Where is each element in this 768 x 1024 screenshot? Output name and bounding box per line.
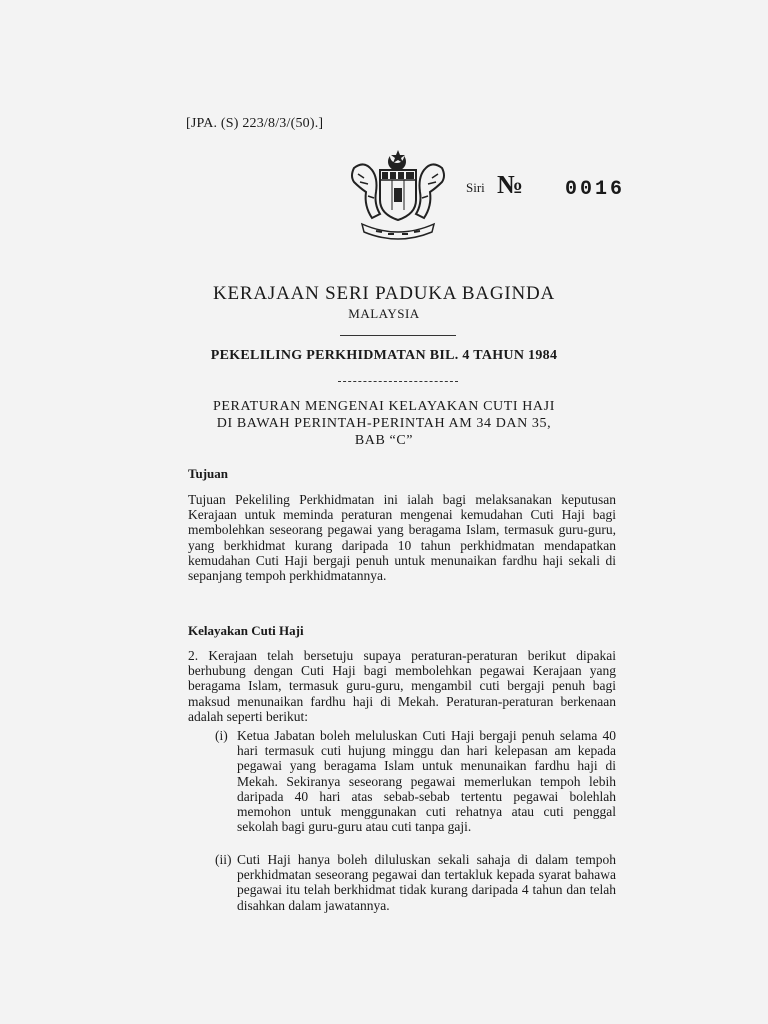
subject-block [0,398,768,449]
rule-item [215,728,616,834]
rule-item [215,852,616,913]
eligibility-paragraph: 2. Kerajaan telah bersetuju supaya peraturan-peraturan berikut dipakai berhubung dengan Cuti Haji bagi membolehkan pegawai Kerajaan yang beragama Islam, termasuk guru-guru, mengambil cuti bergaji penuh bagi maksud menunaikan fardhu haji di Mekah. Peraturan-peraturan berkenaan adalah seperti berikut: [188,648,616,724]
subject-line: BAB “C” [354,433,414,448]
rule-item-number: (ii) [215,852,232,867]
subject-line: DI BAWAH PERINTAH-PERINTAH AM 34 DAN 35, [216,416,552,431]
serial-number: 0016 [565,178,626,201]
rule-item-number: (i) [215,728,228,743]
number-sign: № [497,170,524,199]
section-heading-purpose: Tujuan [188,466,228,481]
malaysia-coat-of-arms-icon [342,148,454,244]
serial-label: Siri [466,180,485,195]
purpose-paragraph: Tujuan Pekeliling Perkhidmatan ini ialah bagi melaksanakan keputusan Kerajaan untuk meminda peraturan mengenai kemudahan Cuti Haji bagi membolehkan seseorang pegawai yang beragama Islam, termasuk guru-guru, yang berkhidmat kurang daripada 10 tahun perkhidmatan mendapatkan kemudahan Cuti Haji bergaji penuh untuk menunaikan fardhu haji sekali di sepanjang tempoh perkhidmatannya. [188,492,616,584]
dashed-divider-rule [338,381,458,382]
section-heading-eligibility: Kelayakan Cuti Haji [188,623,304,638]
country-name: MALAYSIA [348,306,420,321]
rule-item-text: Ketua Jabatan boleh meluluskan Cuti Haji bergaji penuh selama 40 hari termasuk cuti hujung minggu dan hari kelepasan am kepada pegawai yang beragama Islam untuk menunaikan fardhu haji di Mekah. Sekiranya seseorang pegawai memerlukan tempoh lebih daripada 40 hari atas sebab-sebab tertentu pegawai bolehlah memohon untuk menggunakan cuti rehatnya atau cuti penggal sekolah bagi guru-guru atau cuti tanpa gaji. [237,728,616,835]
divider-rule [340,335,456,336]
circular-title: PEKELILING PERKHIDMATAN BIL. 4 TAHUN 1984 [210,348,558,363]
subject-line: PERATURAN MENGENAI KELAYAKAN CUTI HAJI [213,399,555,414]
rule-item-text: Cuti Haji hanya boleh diluluskan sekali sahaja di dalam tempoh perkhidmatan seseorang pegawai dan tertakluk kepada syarat bahawa pegawai itu telah berkhidmat tidak kurang daripada 4 tahun dan telah disahkan dalam jawatannya. [237,852,616,913]
file-reference: [JPA. (S) 223/8/3/(50).] [186,116,324,131]
government-title: KERAJAAN SERI PADUKA BAGINDA [212,283,556,304]
